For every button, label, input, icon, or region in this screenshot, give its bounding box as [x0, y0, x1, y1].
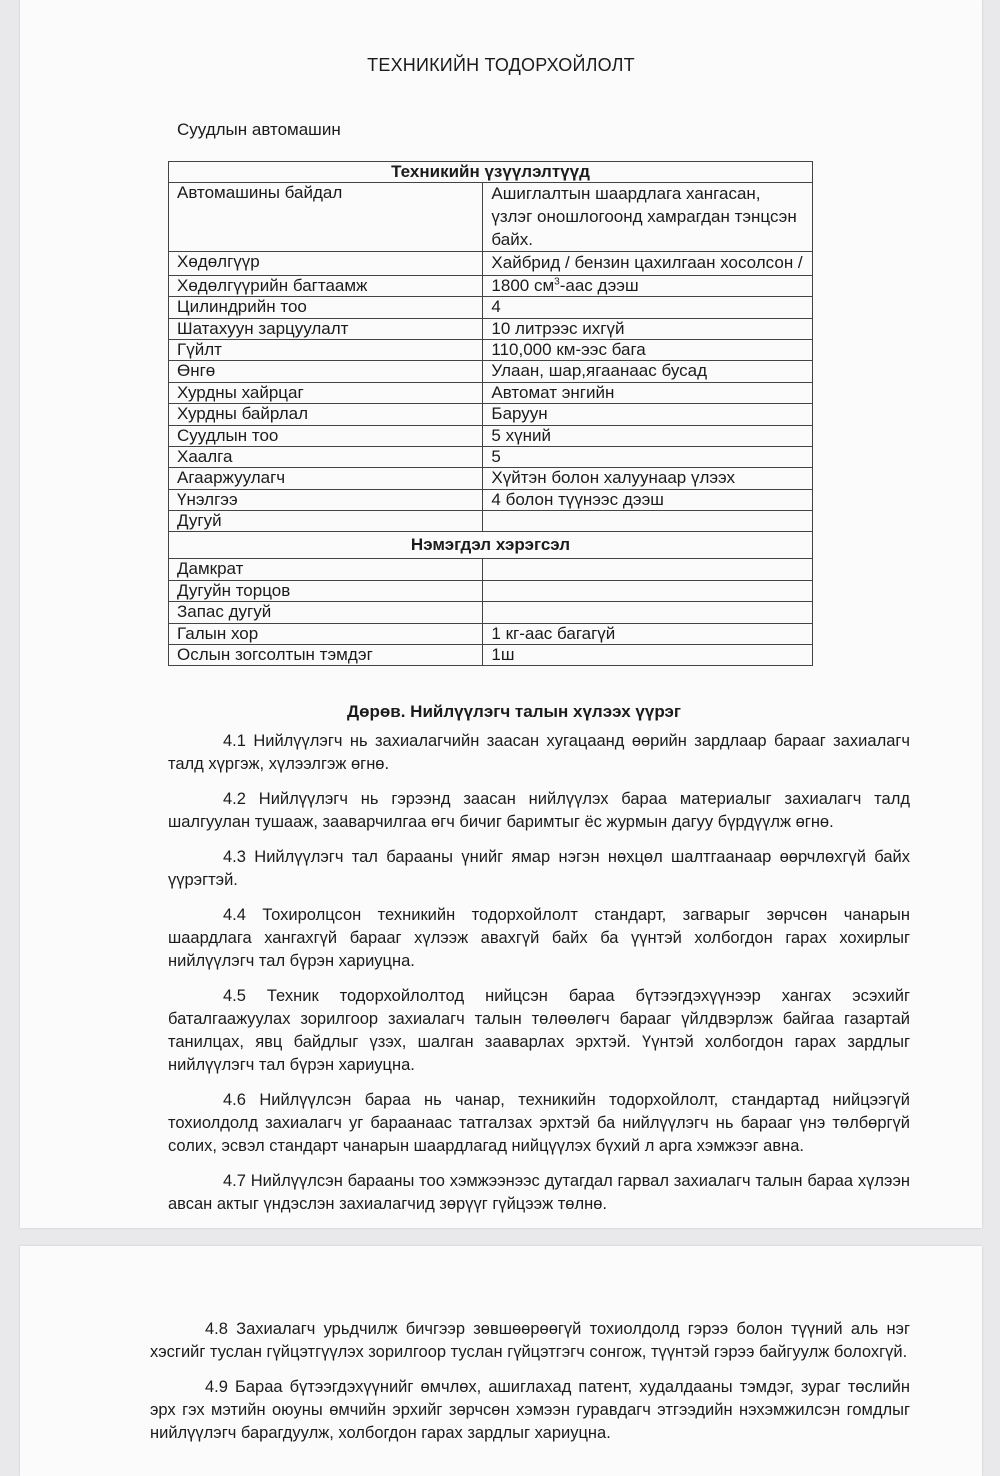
- value-suffix: -аас дээш: [559, 275, 639, 295]
- clause: 4.2 Нийлүүлэгч нь гэрээнд заасан нийлүүлэх бараа материалыг захиалагч талд шалгуулан тушааж, зааварчилгаа өгч бичиг баримтыг ёс журмын дагуу бүрдүүлж өгнө.: [168, 790, 910, 831]
- row-label: Дугуйн торцов: [169, 580, 483, 601]
- clause: 4.1 Нийлүүлэгч нь захиалагчийн заасан хугацаанд өөрийн зардлаар барааг захиалагч талд хүргэж, хүлээлгэж өгнө.: [168, 732, 910, 773]
- table-row: [169, 425, 813, 446]
- clause: 4.8 Захиалагч урьдчилж бичгээр зөвшөөрөөгүй тохиолдолд гэрээ болон түүний аль нэг хэсгийг туслан гүйцэтгүүлэх зорилгоор туслан гүйцэтгэгч сонгож, түүнтэй гэрээ байгуулж болохгүй.: [150, 1320, 910, 1361]
- clause: 4.7 Нийлүүлсэн барааны тоо хэмжээнээс дутагдал гарвал захиалагч талын бараа хүлээн авсан актыг үндэслэн захиалагчид зөрүүг гүйцээж төлнө.: [168, 1172, 910, 1213]
- table-row: [169, 468, 813, 489]
- row-label: Цилиндрийн тоо: [169, 297, 483, 318]
- row-value: 1 кг-аас багагүй: [483, 623, 813, 644]
- row-label: Суудлын тоо: [169, 425, 483, 446]
- table-row: [169, 318, 813, 339]
- row-value: Улаан, шар,ягаанаас бусад: [483, 361, 813, 382]
- table-row: [169, 645, 813, 666]
- table-row: [169, 252, 813, 276]
- row-value: 5: [483, 446, 813, 467]
- row-label: Агааржуулагч: [169, 468, 483, 489]
- clause-list-page-2: [150, 1318, 910, 1457]
- table-row: [169, 489, 813, 510]
- row-label: Запас дугуй: [169, 602, 483, 623]
- row-label: Автомашины байдал: [169, 183, 483, 252]
- row-label: Дамкрат: [169, 559, 483, 580]
- section-header-specs: Техникийн үзүүлэлтүүд: [169, 162, 813, 183]
- clause-list: [168, 730, 910, 1228]
- page-title: ТЕХНИКИЙН ТОДОРХОЙЛОЛТ: [367, 55, 635, 75]
- table-row: [169, 382, 813, 403]
- row-label: Дугуй: [169, 511, 483, 532]
- value-prefix: 1800 см: [491, 275, 555, 295]
- table-row: [169, 602, 813, 623]
- row-label: Хаалга: [169, 446, 483, 467]
- table-row: [169, 404, 813, 425]
- table-row: [169, 339, 813, 360]
- document-page-1: [20, 0, 982, 1228]
- table-row: [169, 623, 813, 644]
- section-title: Дөрөв. Нийлүүлэгч талын хүлээх үүрэг: [347, 702, 681, 721]
- row-label: Шатахуун зарцуулалт: [169, 318, 483, 339]
- row-value: [483, 511, 813, 532]
- row-value: 110,000 км-ээс бага: [483, 339, 813, 360]
- row-label: Хөдөлгүүрийн багтаамж: [169, 275, 483, 296]
- section-header-accessories: Нэмэгдэл хэрэгсэл: [169, 532, 813, 559]
- table-row: [169, 580, 813, 601]
- table-row: [169, 275, 813, 296]
- row-label: Хөдөлгүүр: [169, 252, 483, 276]
- row-value: 1ш: [483, 645, 813, 666]
- clause: 4.4 Тохиролцсон техникийн тодорхойлолт стандарт, загварыг зөрчсөн чанарын шаардлага хангахгүй барааг хүлээж авахгүй байх ба үүнтэй холбогдон гарах хохирлыг нийлүүлэгч тал бүрэн хариуцна.: [168, 906, 910, 970]
- row-value: Автомат энгийн: [483, 382, 813, 403]
- table-row: [169, 297, 813, 318]
- value-superscript: 3: [554, 276, 560, 288]
- row-value: 4: [483, 297, 813, 318]
- clause: 4.9 Бараа бүтээгдэхүүнийг өмчлөх, ашиглахад патент, худалдааны тэмдэг, зураг төслийн эрх гэх мэтийн оюуны өмчийн эрхийг зөрчсөн хэмээн гуравдагч этгээдийн нэхэмжилсэн гомдлыг нийлүүлэгч барагдуулж, холбогдон гарах зардлыг хариуцна.: [150, 1378, 910, 1442]
- row-label: Галын хор: [169, 623, 483, 644]
- table-row: [169, 511, 813, 532]
- row-label: Үнэлгээ: [169, 489, 483, 510]
- clause: 4.6 Нийлүүлсэн бараа нь чанар, техникийн тодорхойлолт, стандартад нийцээгүй тохиолдолд захиалагч уг бараанаас татгалзах эрхтэй ба нийлүүлэгч нь барааг үнэ төлбөргүй солих, эсвэл стандарт чанарын шаардлагад нийцүүлэх бүхий л арга хэмжээг авна.: [168, 1091, 910, 1155]
- table-row: [169, 559, 813, 580]
- row-label: Ослын зогсолтын тэмдэг: [169, 645, 483, 666]
- row-value: [483, 602, 813, 623]
- table-row: [169, 446, 813, 467]
- table-section-header: [169, 532, 813, 559]
- document-page-2: [20, 1246, 982, 1476]
- row-value: Ашиглалтын шаардлага хангасан, үзлэг оношлогоонд хамрагдан тэнцсэн байх.: [483, 183, 813, 252]
- row-value: [483, 275, 813, 296]
- row-label: Өнгө: [169, 361, 483, 382]
- table-section-header: [169, 162, 813, 183]
- row-value: [483, 580, 813, 601]
- clause: 4.5 Техник тодорхойлолтод нийцсэн бараа бүтээгдэхүүнээр хангах эсэхийг баталгаажуулах зорилгоор захиалагч талын төлөөлөгч барааг үйлдвэрлэж байгаа газартай танилцах, явц байдлыг үзэх, шалган зааварлах эрхтэй. Үүнтэй холбогдон гарах зардлыг нийлүүлэгч тал бүрэн хариуцна.: [168, 987, 910, 1074]
- row-label: Хурдны хайрцаг: [169, 382, 483, 403]
- clause: 4.3 Нийлүүлэгч тал барааны үнийг ямар нэгэн нөхцөл шалтгаанаар өөрчлөхгүй байх үүрэгтэй.: [168, 848, 910, 889]
- row-value: 10 литрээс ихгүй: [483, 318, 813, 339]
- row-label: Гүйлт: [169, 339, 483, 360]
- row-label: Хурдны байрлал: [169, 404, 483, 425]
- row-value: Хайбрид / бензин цахилгаан хосолсон /: [483, 252, 813, 276]
- table-row: [169, 183, 813, 252]
- row-value: 4 болон түүнээс дээш: [483, 489, 813, 510]
- spec-table: [168, 161, 813, 666]
- table-row: [169, 361, 813, 382]
- row-value: [483, 559, 813, 580]
- row-value: 5 хүний: [483, 425, 813, 446]
- row-value: Баруун: [483, 404, 813, 425]
- row-value: Хүйтэн болон халуунаар үлээх: [483, 468, 813, 489]
- vehicle-type: Суудлын автомашин: [177, 120, 341, 139]
